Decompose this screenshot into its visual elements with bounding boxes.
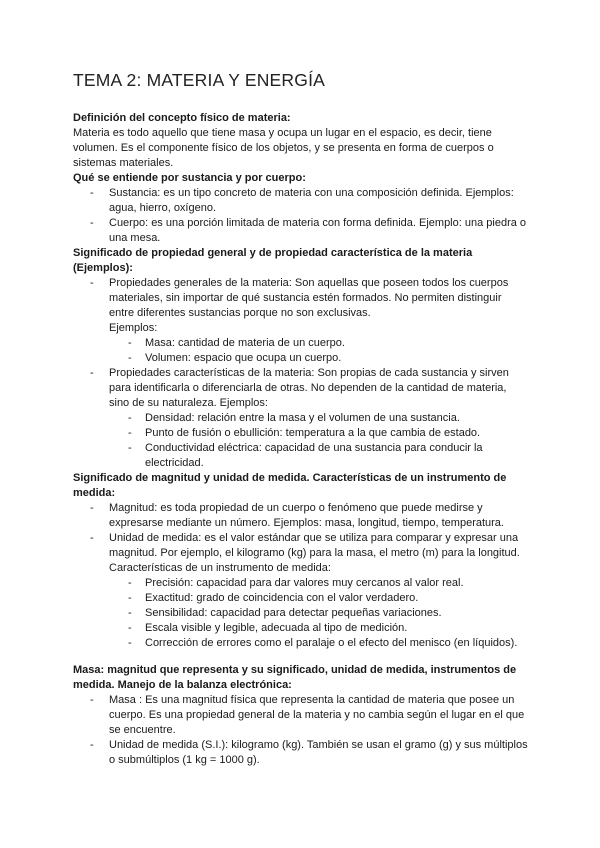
dash-bullet: - xyxy=(128,637,132,649)
general-examples-list xyxy=(109,336,528,366)
dash-bullet: - xyxy=(128,427,132,439)
list-item: - Exactitud: grado de coincidencia con el valor verdadero. xyxy=(128,592,419,604)
propiedades-caracteristicas-text: Propiedades características de la materia: Son propias de cada sustancia y sirven para identificarla o diferenciarla de otras. No dependen de la cantidad de materia, sino de su naturaleza. Ejemplos: xyxy=(109,367,509,409)
dash-bullet: - xyxy=(90,367,94,379)
list-item: - Cuerpo: es una porción limitada de materia con forma definida. Ejemplo: una piedra o una mesa. xyxy=(90,217,527,244)
characteristic-examples-list xyxy=(109,411,528,471)
ejemplos-label: Ejemplos: xyxy=(109,322,158,334)
list-item: - Sustancia: es un tipo concreto de materia con una composición definida. Ejemplos: agua, hierro, oxígeno. xyxy=(90,187,514,214)
list-item: - Volumen: espacio que ocupa un cuerpo. xyxy=(128,352,342,364)
dash-bullet: - xyxy=(128,577,132,589)
dash-bullet: - xyxy=(90,187,94,199)
dash-bullet: - xyxy=(128,442,132,454)
dash-bullet: - xyxy=(128,352,132,364)
list-item: - Magnitud: es toda propiedad de un cuerpo o fenómeno que puede medirse y expresarse mediante un número. Ejemplos: masa, longitud, tiempo, temperatura. xyxy=(90,502,504,529)
spacer xyxy=(73,651,528,663)
dash-bullet: - xyxy=(90,739,94,751)
dash-bullet: - xyxy=(128,337,132,349)
sustancia-cuerpo-list xyxy=(73,186,528,246)
list-item: - Unidad de medida (S.I.): kilogramo (kg). También se usan el gramo (g) y sus múltiplos o submúltiplos (1 kg = 1000 g). xyxy=(90,739,528,766)
section-heading-materia: Definición del concepto físico de materia: xyxy=(73,112,291,124)
list-item: - Masa: cantidad de materia de un cuerpo. xyxy=(128,337,345,349)
instrument-characteristics-list xyxy=(109,576,528,651)
section-heading-propiedades: Significado de propiedad general y de propiedad característica de la materia (Ejemplos): xyxy=(73,247,473,274)
propiedades-generales-text: Propiedades generales de la materia: Son aquellas que poseen todos los cuerpos materiales, sin importar de qué sustancia estén formados. No permiten distinguir entre diferentes sustancias porque no son exclusivas. xyxy=(109,277,509,319)
list-item: - Sensibilidad: capacidad para detectar pequeñas variaciones. xyxy=(128,607,442,619)
dash-bullet: - xyxy=(90,217,94,229)
list-item: - Punto de fusión o ebullición: temperatura a la que cambia de estado. xyxy=(128,427,481,439)
list-item: - Escala visible y legible, adecuada al tipo de medición. xyxy=(128,622,408,634)
section-heading-masa: Masa: magnitud que representa y su significado, unidad de medida, instrumentos de medida. Manejo de la balanza electrónica: xyxy=(73,664,517,691)
dash-bullet: - xyxy=(90,277,94,289)
masa-list xyxy=(73,693,528,768)
dash-bullet: - xyxy=(90,532,94,544)
section-heading-magnitud: Significado de magnitud y unidad de medida. Características de un instrumento de medida: xyxy=(73,472,507,499)
list-item xyxy=(73,366,528,471)
list-item: - Precisión: capacidad para dar valores muy cercanos al valor real. xyxy=(128,577,464,589)
list-item: - Densidad: relación entre la masa y el volumen de una sustancia. xyxy=(128,412,460,424)
dash-bullet: - xyxy=(90,694,94,706)
dash-bullet: - xyxy=(128,412,132,424)
magnitud-list xyxy=(73,501,528,651)
list-item: - Masa : Es una magnitud física que representa la cantidad de materia que posee un cuerpo. Es una propiedad general de la materia y no cambia según el lugar en el que se encuentre. xyxy=(90,694,525,736)
propiedades-list xyxy=(73,276,528,471)
list-item: - Corrección de errores como el paralaje o el efecto del menisco (en líquidos). xyxy=(128,637,518,649)
dash-bullet: - xyxy=(128,622,132,634)
dash-bullet: - xyxy=(128,592,132,604)
instrument-label: Características de un instrumento de medida: xyxy=(109,562,331,574)
page-title: TEMA 2: MATERIA Y ENERGÍA xyxy=(73,70,326,90)
materia-definition: Materia es todo aquello que tiene masa y ocupa un lugar en el espacio, es decir, tiene volumen. Es el componente físico de los objetos, y se presenta en forma de cuerpos o sistemas materiales. xyxy=(73,127,494,169)
section-heading-sustancia-cuerpo: Qué se entiende por sustancia y por cuerpo: xyxy=(73,172,306,184)
list-item xyxy=(73,276,528,366)
list-item: - Conductividad eléctrica: capacidad de una sustancia para conducir la electricidad. xyxy=(128,442,483,469)
list-item: - Unidad de medida: es el valor estándar que se utiliza para comparar y expresar una magnitud. Por ejemplo, el kilogramo (kg) para la masa, el metro (m) para la longitud. Características de un instrumento de medida: - Precisión: capacidad para dar valores muy cercanos al valor real. - Exactitud: grado de coincidencia con el valor verdadero. - Sensibilidad: capacidad para detectar pequeñas variaciones. - Escala visible y legible, adecuada al tipo de medición. - Corrección de errores como el paralaje o el efecto del menisco (en líquidos). xyxy=(73,531,528,651)
dash-bullet: - xyxy=(128,607,132,619)
dash-bullet: - xyxy=(90,502,94,514)
